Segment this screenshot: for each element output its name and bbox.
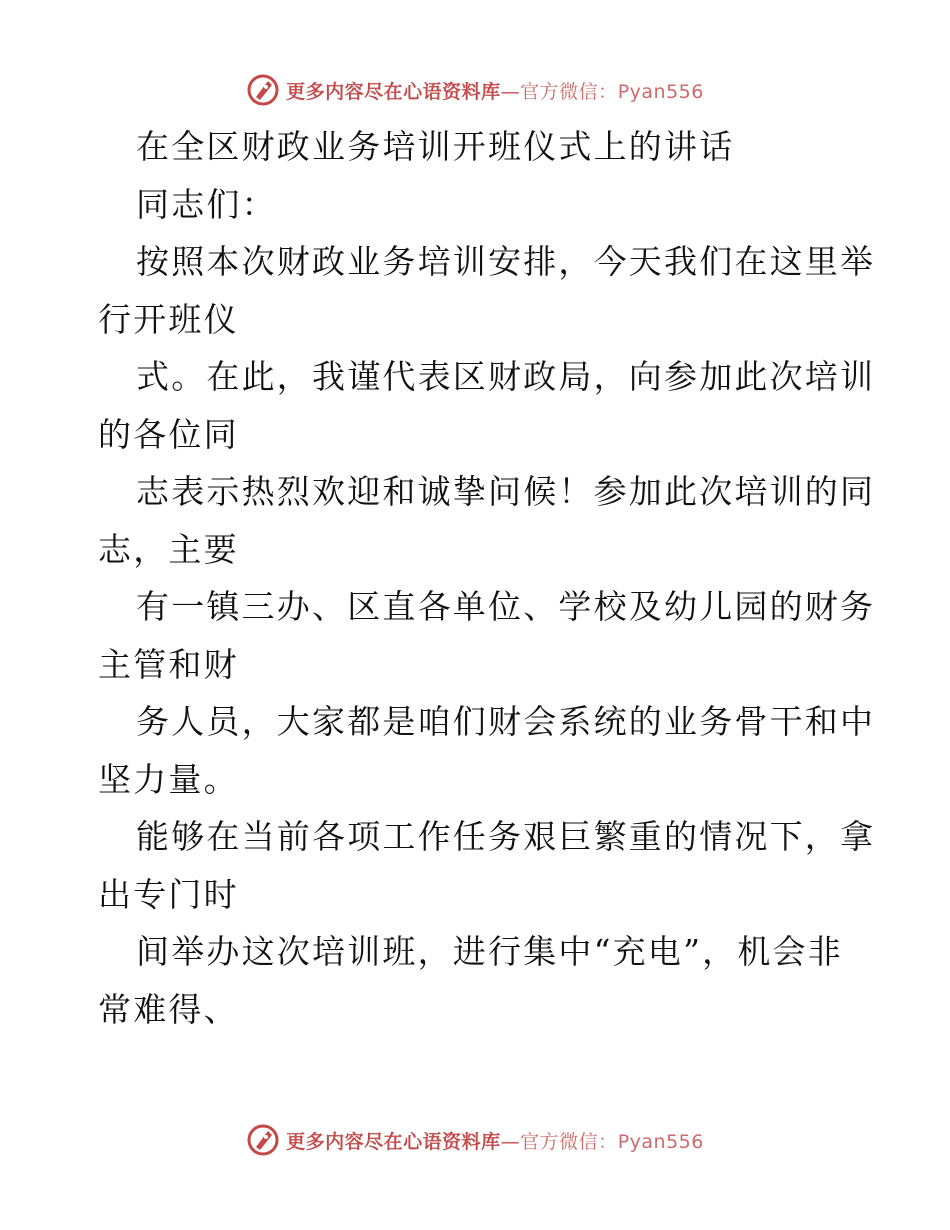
paragraph-line: 按照本次财政业务培训安排，今天我们在这里举 [136,242,876,281]
salutation: 同志们： [136,184,277,224]
banner-wechat-id: Pyan556 [617,80,704,103]
paragraph-line: 坚力量。 [98,759,239,799]
paragraph-line: 的各位同 [98,414,239,454]
paragraph-line: 主管和财 [98,644,239,684]
banner-wechat-id: Pyan556 [617,1130,704,1153]
banner-separator: — [500,80,521,103]
pen-nib-logo-icon [246,73,280,107]
paragraph-line: 间举办这次培训班，进行集中“充电”，机会非 [136,932,843,971]
banner-site-name: 更多内容尽在心语资料库 [286,80,501,103]
paragraph-line: 能够在当前各项工作任务艰巨繁重的情况下，拿 [136,817,876,856]
paragraph-line: 式。在此，我谨代表区财政局，向参加此次培训 [136,357,876,396]
paragraph-line: 行开班仪 [98,299,239,339]
banner-wechat-label: 官方微信： [520,80,618,103]
paragraph-line: 务人员，大家都是咱们财会系统的业务骨干和中 [136,702,876,741]
paragraph-line: 常难得、 [98,989,239,1029]
pen-nib-logo-icon [246,1123,280,1157]
banner-text [286,1127,704,1154]
paragraph-line: 志表示热烈欢迎和诚挚问候！参加此次培训的同 [136,472,876,511]
paragraph-line: 有一镇三办、区直各单位、学校及幼儿园的财务 [136,587,876,626]
banner-site-name: 更多内容尽在心语资料库 [286,1130,501,1153]
document-title: 在全区财政业务培训开班仪式上的讲话 [136,127,735,166]
banner-text [286,77,704,104]
banner-separator: — [500,1130,521,1153]
document-body [98,118,876,1038]
banner-wechat-label: 官方微信： [520,1130,618,1153]
paragraph-line: 出专门时 [98,874,239,914]
footer-banner [0,1120,950,1160]
header-banner [0,70,950,110]
paragraph-line: 志，主要 [98,529,239,569]
